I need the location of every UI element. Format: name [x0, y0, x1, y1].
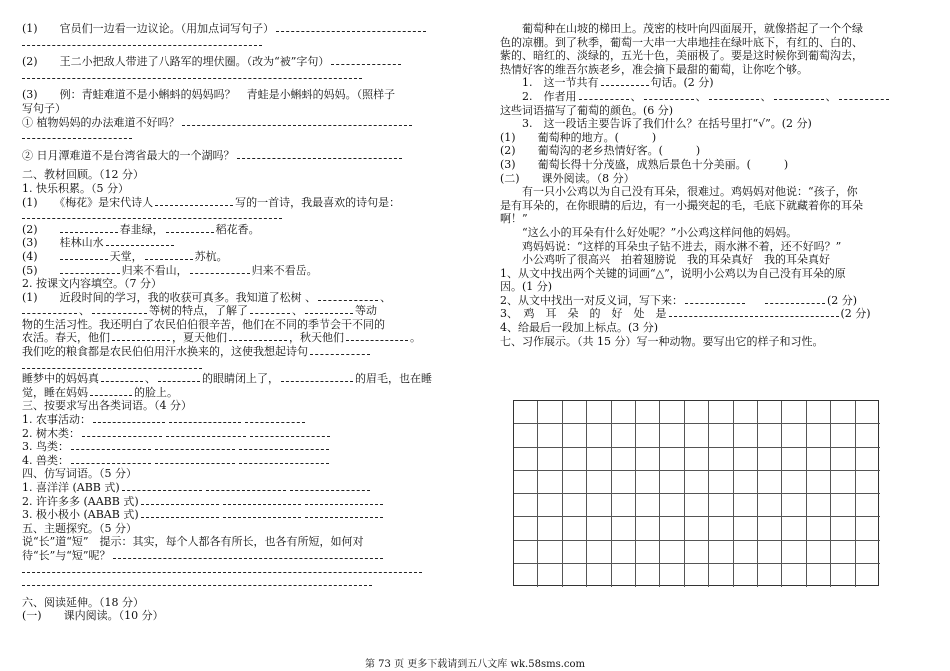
- grid-cell[interactable]: [587, 448, 611, 471]
- grid-cell[interactable]: [636, 517, 660, 540]
- grid-cell[interactable]: [807, 541, 831, 564]
- grid-cell[interactable]: [856, 564, 880, 587]
- answer-blank: [190, 265, 250, 274]
- answer-blank: [22, 210, 282, 219]
- grid-cell[interactable]: [563, 517, 587, 540]
- grid-cell[interactable]: [856, 517, 880, 540]
- grid-cell[interactable]: [758, 471, 782, 494]
- answer-blank: [158, 373, 200, 382]
- extra-reading-title: (二) 课外阅读。（8 分）: [500, 171, 635, 185]
- grid-cell[interactable]: [612, 448, 636, 471]
- rooster-passage-1: 有一只小公鸡以为自己没有耳朵，很难过。鸡妈妈对他说：“孩子，你: [500, 185, 858, 199]
- section-7-heading: [500, 335, 928, 349]
- answer-blank: [250, 428, 330, 437]
- grid-cell[interactable]: [587, 494, 611, 517]
- section-6-subheading: [22, 609, 460, 623]
- grid-cell[interactable]: [856, 401, 880, 424]
- answer-blank: [122, 482, 202, 491]
- grid-cell[interactable]: [856, 494, 880, 517]
- grape-passage-4: 热情好客的维吾尔族老乡，准会摘下最甜的葡萄，让你吃个够。: [500, 62, 808, 76]
- grid-cell[interactable]: [734, 424, 758, 447]
- fill-1-answer: [22, 209, 460, 223]
- answer-blank: [237, 150, 402, 159]
- grid-cell[interactable]: [856, 424, 880, 447]
- section-5-answer-2: [22, 576, 460, 590]
- section-2-1-title: 1. 快乐积累。（5 分）: [22, 181, 129, 195]
- grid-cell[interactable]: [612, 494, 636, 517]
- grid-cell[interactable]: [563, 424, 587, 447]
- grid-cell[interactable]: [514, 448, 538, 471]
- fill-1: [22, 196, 460, 210]
- grid-cell[interactable]: [612, 401, 636, 424]
- grid-cell[interactable]: [856, 448, 880, 471]
- grid-cell[interactable]: [709, 494, 733, 517]
- grid-cell[interactable]: [514, 517, 538, 540]
- grid-cell[interactable]: [636, 401, 660, 424]
- fill-5: (5) 归来不看山， 归来不看岳。: [22, 263, 318, 277]
- grid-cell[interactable]: [758, 448, 782, 471]
- grid-cell[interactable]: [685, 494, 709, 517]
- passage-3: 物的生活习性。我还明白了农民伯伯很辛苦，他们在不同的季节会干不同的: [22, 317, 385, 331]
- grid-cell[interactable]: [587, 517, 611, 540]
- passage-5-answer: [22, 359, 460, 373]
- grid-cell[interactable]: [563, 494, 587, 517]
- answer-blank: [644, 91, 694, 100]
- left-column: [22, 22, 460, 623]
- grid-cell[interactable]: [734, 401, 758, 424]
- section-2-2-title: 2. 按课文内容填空。（7 分）: [22, 277, 162, 291]
- grid-cell[interactable]: [514, 424, 538, 447]
- passage-7: 觉，睡在妈妈 的脸上。: [22, 385, 178, 399]
- grid-cell[interactable]: [514, 494, 538, 517]
- answer-blank: [318, 292, 378, 301]
- grid-cell[interactable]: [856, 541, 880, 564]
- grid-cell[interactable]: [807, 494, 831, 517]
- grid-cell[interactable]: [807, 448, 831, 471]
- q3-item-1-text: ① 植物妈妈的办法难道不好吗？: [22, 115, 180, 129]
- grid-cell[interactable]: [807, 564, 831, 587]
- q1-text: (1) 官员们一边看一边议论。（用加点词写句子）: [22, 22, 275, 35]
- grid-cell[interactable]: [782, 517, 806, 540]
- q3-item-2: [22, 149, 460, 163]
- word-row-2: 2. 树木类：: [22, 427, 460, 441]
- grid-cell[interactable]: [734, 541, 758, 564]
- grid-cell[interactable]: [612, 424, 636, 447]
- grid-cell[interactable]: [514, 471, 538, 494]
- grid-cell[interactable]: [709, 424, 733, 447]
- grid-cell[interactable]: [563, 401, 587, 424]
- rooster-q1-b: 因。(1 分): [500, 280, 553, 294]
- q3-text: (3) 例：青蛙难道不是小蝌蚪的妈妈吗？ 青蛙是小蝌蚪的妈妈。（照样子: [22, 88, 396, 102]
- answer-blank: [839, 91, 889, 100]
- grid-cell[interactable]: [587, 541, 611, 564]
- grid-cell[interactable]: [514, 564, 538, 587]
- answer-blank: [112, 332, 170, 341]
- rooster-q2: 2、从文中找出一对反义词，写下来： (2 分): [500, 293, 858, 307]
- grid-cell[interactable]: [636, 541, 660, 564]
- grid-cell[interactable]: [538, 541, 562, 564]
- grid-cell[interactable]: [685, 471, 709, 494]
- grid-cell[interactable]: [538, 494, 562, 517]
- grid-cell[interactable]: [563, 448, 587, 471]
- answer-blank: [579, 91, 629, 100]
- section-5-prompt-2: 待“长”与“短”呢？: [22, 549, 460, 563]
- answer-blank: [685, 295, 745, 304]
- grid-cell[interactable]: [563, 471, 587, 494]
- answer-blank: [239, 455, 329, 464]
- grid-cell[interactable]: [709, 401, 733, 424]
- grid-cell[interactable]: [709, 517, 733, 540]
- grid-cell[interactable]: [782, 424, 806, 447]
- grid-cell[interactable]: [758, 564, 782, 587]
- section-5-prompt: 说“长”道“短” 提示：其实，每个人都各有所长，也各有所短，如何对: [22, 535, 364, 549]
- grid-cell[interactable]: [636, 424, 660, 447]
- answer-blank: [22, 564, 422, 573]
- section-4-heading: [22, 467, 460, 481]
- answer-blank: [669, 308, 839, 317]
- answer-blank: [310, 346, 370, 355]
- grid-cell[interactable]: [831, 564, 855, 587]
- answer-blank: [60, 265, 120, 274]
- grid-cell[interactable]: [685, 517, 709, 540]
- rooster-passage-5: 鸡妈妈说：“这样的耳朵虫子钻不进去，雨水淋不着，还不好吗？”: [500, 239, 842, 253]
- grid-cell[interactable]: [660, 448, 684, 471]
- grid-cell[interactable]: [856, 471, 880, 494]
- answer-blank: [250, 305, 290, 314]
- answer-blank: [331, 56, 401, 65]
- answer-blank: [22, 130, 132, 139]
- answer-blank: [281, 373, 353, 382]
- grid-cell[interactable]: [734, 494, 758, 517]
- section-6-subtitle: (一) 课内阅读。（10 分）: [22, 609, 164, 623]
- q3-item-1: [22, 116, 460, 130]
- section-3-heading: [22, 399, 460, 413]
- q3-item-2-text: ② 日月潭难道不是台湾省最大的一个湖吗？: [22, 148, 235, 162]
- answer-blank: [166, 224, 214, 233]
- grid-cell[interactable]: [612, 517, 636, 540]
- answer-blank: [22, 305, 77, 314]
- section-6-title: 六、阅读延伸。（18 分）: [22, 595, 144, 609]
- grid-cell[interactable]: [734, 471, 758, 494]
- answer-blank: [223, 509, 301, 518]
- grid-cell[interactable]: [660, 471, 684, 494]
- answer-blank: [245, 414, 305, 423]
- section-2-title: 二、教材回顾。（12 分）: [22, 168, 144, 182]
- extra-reading-heading: [500, 172, 928, 186]
- grid-cell[interactable]: [782, 471, 806, 494]
- section-7-title: 七、习作展示。（共 15 分）写一种动物。要写出它的样子和习性。: [500, 334, 824, 348]
- answer-blank: [60, 224, 118, 233]
- copy-word-1: 1. 喜洋洋 (ABB 式): [22, 481, 460, 495]
- grid-cell[interactable]: [831, 541, 855, 564]
- grid-cell[interactable]: [782, 541, 806, 564]
- answer-blank: [145, 251, 193, 260]
- grid-cell[interactable]: [709, 448, 733, 471]
- grid-cell[interactable]: [612, 564, 636, 587]
- section-5-heading: [22, 522, 460, 536]
- grid-cell[interactable]: [831, 471, 855, 494]
- answer-blank: [155, 441, 235, 450]
- q3-item-1-answer: [22, 129, 460, 143]
- grid-cell[interactable]: [660, 541, 684, 564]
- grid-cell[interactable]: [758, 494, 782, 517]
- answer-blank: [305, 509, 383, 518]
- grid-cell[interactable]: [734, 448, 758, 471]
- page-footer: 第 73 页 更多下载请到五八文库 wk.58sms.com: [365, 659, 585, 670]
- grid-cell[interactable]: [831, 401, 855, 424]
- answer-blank: [155, 197, 233, 206]
- grid-cell[interactable]: [660, 564, 684, 587]
- grape-passage-3: 紫的、暗红的、淡绿的，五光十色，美丽极了。要是这时候你到葡萄沟去，: [500, 49, 863, 63]
- answer-blank: [276, 23, 426, 32]
- grid-cell[interactable]: [538, 424, 562, 447]
- fill-1-text: (1) 《梅花》是宋代诗人: [22, 195, 154, 209]
- answer-blank: [71, 455, 151, 464]
- grid-cell[interactable]: [782, 448, 806, 471]
- grid-cell[interactable]: [636, 494, 660, 517]
- grid-cell[interactable]: [807, 401, 831, 424]
- grid-cell[interactable]: [538, 448, 562, 471]
- passage-5: 我们吃的粮食都是农民伯伯用汗水换来的，这使我想起诗句: [22, 345, 460, 359]
- rooster-q3: 3、 鸡 耳 朵 的 好 处 是 (2 分): [500, 307, 871, 321]
- answer-blank: [22, 360, 202, 369]
- grid-cell[interactable]: [831, 494, 855, 517]
- grid-cell[interactable]: [660, 494, 684, 517]
- answer-blank: [93, 414, 165, 423]
- grid-cell[interactable]: [758, 401, 782, 424]
- answer-blank: [166, 428, 246, 437]
- grid-cell[interactable]: [782, 401, 806, 424]
- answer-blank: [101, 373, 143, 382]
- answer-blank: [141, 496, 219, 505]
- passage-2: 、 等树的特点，了解了 、 等动: [22, 304, 460, 318]
- grid-cell[interactable]: [587, 564, 611, 587]
- answer-blank: [206, 482, 286, 491]
- answer-blank: [22, 577, 372, 586]
- q1-answer-line: [22, 36, 460, 50]
- grid-cell[interactable]: [563, 564, 587, 587]
- grid-cell[interactable]: [685, 564, 709, 587]
- grid-cell[interactable]: [758, 424, 782, 447]
- answer-blank: [71, 441, 151, 450]
- grid-cell[interactable]: [782, 564, 806, 587]
- grid-cell[interactable]: [831, 424, 855, 447]
- grape-q3-option-2: (2) 葡萄沟的老乡热情好客。( ): [500, 144, 701, 158]
- grid-cell[interactable]: [612, 541, 636, 564]
- answer-blank: [22, 70, 362, 79]
- answer-blank: [141, 509, 219, 518]
- grape-q3-option-3: (3) 葡萄长得十分茂盛，成熟后景色十分美丽。( ): [500, 157, 789, 171]
- q2-line: [22, 55, 460, 69]
- passage-1: (1) 近段时间的学习，我的收获可真多。我知道了松树 、 、: [22, 290, 392, 304]
- grid-cell[interactable]: [587, 424, 611, 447]
- rooster-q1: 1、从文中找出两个关键的词画“△”，说明小公鸡以为自己没有耳朵的原: [500, 266, 846, 280]
- q3-line: [22, 88, 460, 102]
- grid-cell[interactable]: [660, 424, 684, 447]
- right-column: [500, 22, 928, 348]
- grape-q1: 1. 这一节共有 句话。(2 分): [522, 76, 714, 90]
- answer-blank: [82, 428, 162, 437]
- composition-grid[interactable]: [513, 400, 879, 586]
- grid-cell[interactable]: [831, 448, 855, 471]
- answer-blank: [60, 251, 108, 260]
- grape-q3: 3. 这一段话主要告诉了我们什么？在括号里打“√”。(2 分): [522, 117, 812, 131]
- copy-word-2: 2. 许许多多 (AABB 式): [22, 495, 460, 509]
- section-6-heading: [22, 596, 460, 610]
- grid-cell[interactable]: [734, 517, 758, 540]
- answer-blank: [601, 77, 649, 86]
- q3-text-2: 写句子）: [22, 101, 66, 115]
- section-2-heading: [22, 168, 460, 182]
- grid-cell[interactable]: [685, 424, 709, 447]
- grape-q2: 2. 作者用 、 、 、 、: [500, 90, 928, 104]
- grid-cell[interactable]: [807, 517, 831, 540]
- fill-2: (2) 春韭绿， 稻花香。: [22, 222, 260, 236]
- grid-cell[interactable]: [538, 401, 562, 424]
- grid-cell[interactable]: [758, 541, 782, 564]
- q3-line-2: [22, 102, 460, 116]
- answer-blank: [765, 295, 825, 304]
- section-3-title: 三、按要求写出各类词语。（4 分）: [22, 399, 192, 413]
- answer-blank: [155, 455, 235, 464]
- word-row-3: 3. 鸟类：: [22, 440, 460, 454]
- answer-blank: [223, 496, 301, 505]
- answer-blank: [346, 332, 408, 341]
- rooster-q4: 4、给最后一段加上标点。(3 分): [500, 321, 659, 335]
- fill-1-text-2: 写的一首诗，我最喜欢的诗句是：: [235, 195, 401, 209]
- grid-cell[interactable]: [685, 448, 709, 471]
- section-2-1-heading: [22, 182, 460, 196]
- grid-cell[interactable]: [685, 541, 709, 564]
- rooster-passage-3: 啊！”: [500, 212, 528, 226]
- section-5-title: 五、主题探究。（5 分）: [22, 521, 137, 535]
- answer-blank: [774, 91, 824, 100]
- fill-4: (4) 天堂， 苏杭。: [22, 249, 228, 263]
- answer-blank: [229, 332, 287, 341]
- rooster-passage-6: 小公鸡听了很高兴 拍着翅膀说 我的耳朵真好 我的耳朵真好: [500, 253, 830, 267]
- answer-blank: [305, 496, 383, 505]
- word-row-4: 4. 兽类：: [22, 454, 460, 468]
- q2-answer-line: [22, 69, 460, 83]
- grid-cell[interactable]: [782, 494, 806, 517]
- rooster-passage-2: 是有耳朵的，在你眼睛的后边，有一小撮突起的毛，毛底下就藏着你的耳朵: [500, 198, 863, 212]
- copy-word-3: 3. 极小极小 (ABAB 式): [22, 508, 460, 522]
- answer-blank: [113, 550, 383, 559]
- grid-cell[interactable]: [685, 401, 709, 424]
- answer-blank: [90, 387, 132, 396]
- grid-cell[interactable]: [831, 517, 855, 540]
- grid-cell[interactable]: [709, 564, 733, 587]
- rooster-passage-4: “这么小的耳朵有什么好处呢？”小公鸡这样问他的妈妈。: [500, 225, 798, 239]
- grape-passage-1: 葡萄种在山坡的梯田上。茂密的枝叶向四面展开，就像搭起了一个个绿: [522, 22, 863, 35]
- grid-cell[interactable]: [538, 517, 562, 540]
- answer-blank: [169, 414, 241, 423]
- answer-blank: [182, 117, 412, 126]
- grid-cell[interactable]: [807, 424, 831, 447]
- grid-cell[interactable]: [636, 471, 660, 494]
- answer-blank: [22, 37, 262, 46]
- fill-3: (3) 桂林山水: [22, 236, 460, 250]
- grid-cell[interactable]: [587, 471, 611, 494]
- q1-line: [22, 22, 460, 36]
- grid-cell[interactable]: [636, 448, 660, 471]
- section-2-2-heading: [22, 277, 460, 291]
- section-4-title: 四、仿写词语。（5 分）: [22, 467, 137, 481]
- answer-blank: [239, 441, 329, 450]
- answer-blank: [290, 482, 370, 491]
- section-5-answer-1: [22, 563, 460, 577]
- grid-cell[interactable]: [514, 401, 538, 424]
- grid-cell[interactable]: [660, 401, 684, 424]
- grid-cell[interactable]: [758, 517, 782, 540]
- passage-4: 农活。春天，他们 ，夏天他们 ，秋天他们 。: [22, 331, 421, 345]
- grid-cell[interactable]: [636, 564, 660, 587]
- grape-passage-2: 色的凉棚。到了秋季，葡萄一大串一大串地挂在绿叶底下，有红的、白的、: [500, 35, 863, 49]
- grid-cell[interactable]: [807, 471, 831, 494]
- grid-cell[interactable]: [612, 471, 636, 494]
- grid-cell[interactable]: [538, 564, 562, 587]
- grid-cell[interactable]: [709, 471, 733, 494]
- grape-q2-b: 这些词语描写了葡萄的颜色。(6 分): [500, 103, 674, 117]
- grid-cell[interactable]: [660, 517, 684, 540]
- grid-cell[interactable]: [514, 541, 538, 564]
- answer-blank: [305, 305, 353, 314]
- grid-cell[interactable]: [563, 541, 587, 564]
- grid-cell[interactable]: [538, 471, 562, 494]
- grid-cell[interactable]: [709, 541, 733, 564]
- passage-6: 睡梦中的妈妈真 、 的眼睛闭上了， 的眉毛，也在睡: [22, 372, 432, 386]
- answer-blank: [106, 237, 174, 246]
- word-row-1: 1. 农事活动：: [22, 413, 460, 427]
- grid-cell[interactable]: [587, 401, 611, 424]
- q2-text: (2) 王二小把敌人带进了八路军的埋伏圈。（改为“被”字句）: [22, 55, 330, 69]
- grape-q3-option-1: (1) 葡萄种的地方。( ): [500, 130, 657, 144]
- answer-blank: [709, 91, 759, 100]
- grid-cell[interactable]: [734, 564, 758, 587]
- answer-blank: [92, 305, 147, 314]
